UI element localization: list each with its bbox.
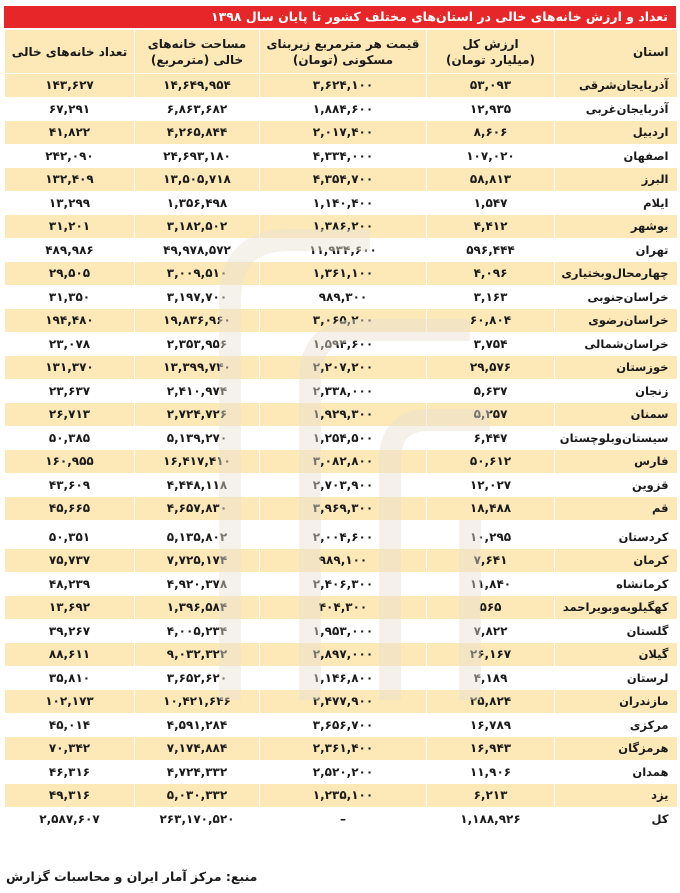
area-cell: ۵,۱۳۵,۸۰۲ [135, 523, 260, 549]
area-cell: ۲,۳۵۳,۹۵۶ [135, 332, 260, 356]
price-cell: – [260, 807, 427, 830]
header-row [5, 30, 677, 74]
total-value-cell: ۷,۶۴۱ [427, 549, 555, 573]
header-empty-area [135, 30, 260, 74]
header-area-line2: خالی (مترمربع) [150, 52, 244, 67]
table-row [5, 426, 677, 450]
province-cell: کهگیلویه‌وبویراحمد [555, 596, 677, 620]
total-value-cell: ۳,۱۶۳ [427, 285, 555, 309]
header-province: استان [555, 30, 677, 74]
area-cell: ۴,۵۹۱,۲۸۴ [135, 713, 260, 737]
province-cell: البرز [555, 168, 677, 192]
table-body [5, 74, 677, 831]
table-row [5, 144, 677, 168]
total-value-cell: ۵۳,۰۹۳ [427, 74, 555, 98]
total-value-cell: ۲۵,۸۲۴ [427, 690, 555, 714]
header-total-value-line2: (میلیارد تومان) [445, 52, 536, 67]
area-cell: ۴,۰۰۵,۲۳۴ [135, 619, 260, 643]
price-cell: ۲,۸۹۷,۰۰۰ [260, 643, 427, 667]
table-row [5, 784, 677, 808]
total-value-cell: ۱,۵۴۷ [427, 191, 555, 215]
province-cell: اردبیل [555, 121, 677, 145]
count-cell: ۴۳,۶۰۹ [5, 473, 135, 497]
price-cell: ۲,۳۳۸,۰۰۰ [260, 379, 427, 403]
province-cell: خراسان‌شمالی [555, 332, 677, 356]
area-cell: ۱۳,۵۰۵,۷۱۸ [135, 168, 260, 192]
table-row [5, 309, 677, 333]
table-row [5, 379, 677, 403]
area-cell: ۷,۷۲۵,۱۷۴ [135, 549, 260, 573]
count-cell: ۲۳,۶۳۷ [5, 379, 135, 403]
price-cell: ۱,۵۹۴,۶۰۰ [260, 332, 427, 356]
price-cell: ۲,۰۱۷,۴۰۰ [260, 121, 427, 145]
count-cell: ۱۳,۲۹۹ [5, 191, 135, 215]
total-value-cell: ۵۰,۶۱۲ [427, 450, 555, 474]
area-cell: ۲۶۳,۱۷۰,۵۲۰ [135, 807, 260, 830]
count-cell: ۱۶۰,۹۵۵ [5, 450, 135, 474]
area-cell: ۲۴,۶۹۳,۱۸۰ [135, 144, 260, 168]
price-cell: ۲,۴۷۷,۹۰۰ [260, 690, 427, 714]
area-cell: ۴۹,۹۷۸,۵۷۲ [135, 238, 260, 262]
header-area-line1: مساحت خانه‌های [147, 36, 247, 51]
table-row [5, 596, 677, 620]
area-cell: ۱۶,۴۱۷,۴۱۰ [135, 450, 260, 474]
total-value-cell: ۵۹۶,۴۴۴ [427, 238, 555, 262]
province-cell: آذربایجان‌شرقی [555, 74, 677, 98]
count-cell: ۴۹,۳۱۶ [5, 784, 135, 808]
province-cell: مرکزی [555, 713, 677, 737]
total-value-cell: ۲۶,۱۶۷ [427, 643, 555, 667]
header-total-value [427, 30, 555, 74]
table-row [5, 807, 677, 830]
area-cell: ۲,۴۱۰,۹۷۴ [135, 379, 260, 403]
table-row [5, 450, 677, 474]
count-cell: ۴۸۹,۹۸۶ [5, 238, 135, 262]
table-row [5, 403, 677, 427]
count-cell: ۷۵,۷۳۷ [5, 549, 135, 573]
table-row [5, 74, 677, 98]
total-value-cell: ۱۲,۹۳۵ [427, 97, 555, 121]
table-row [5, 356, 677, 380]
total-value-cell: ۳,۷۵۴ [427, 332, 555, 356]
area-cell: ۹,۰۳۲,۳۲۲ [135, 643, 260, 667]
header-price-line1: قیمت هر مترمربع زیربنای [266, 36, 420, 51]
count-cell: ۵۰,۳۸۵ [5, 426, 135, 450]
count-cell: ۴۵,۰۱۴ [5, 713, 135, 737]
total-value-cell: ۸,۶۰۶ [427, 121, 555, 145]
area-cell: ۱۹,۸۳۶,۹۶۰ [135, 309, 260, 333]
area-cell: ۳,۰۰۹,۵۱۰ [135, 262, 260, 286]
count-cell: ۸۸,۶۱۱ [5, 643, 135, 667]
province-cell: اصفهان [555, 144, 677, 168]
count-cell: ۲,۵۸۷,۶۰۷ [5, 807, 135, 830]
count-cell: ۱۳۲,۴۰۹ [5, 168, 135, 192]
table-row [5, 619, 677, 643]
price-cell: ۱,۳۸۶,۲۰۰ [260, 215, 427, 239]
count-cell: ۲۳,۰۷۸ [5, 332, 135, 356]
count-cell: ۱۹۴,۴۸۰ [5, 309, 135, 333]
total-value-cell: ۵۶۵ [427, 596, 555, 620]
province-cell: کرمانشاه [555, 572, 677, 596]
price-cell: ۴,۳۳۴,۰۰۰ [260, 144, 427, 168]
count-cell: ۲۶,۷۱۳ [5, 403, 135, 427]
empty-houses-table [4, 30, 677, 830]
source-note: منبع: مرکز آمار ایران و محاسبات گزارش [6, 869, 258, 884]
price-cell: ۳,۶۲۴,۱۰۰ [260, 74, 427, 98]
count-cell: ۳۵,۸۱۰ [5, 666, 135, 690]
table-row [5, 238, 677, 262]
price-cell: ۱,۹۵۳,۰۰۰ [260, 619, 427, 643]
area-cell: ۱۳,۳۹۹,۷۴۰ [135, 356, 260, 380]
total-value-cell: ۵,۶۳۷ [427, 379, 555, 403]
area-cell: ۱۰,۴۲۱,۶۴۶ [135, 690, 260, 714]
area-cell: ۴,۶۵۷,۸۳۰ [135, 497, 260, 523]
table-row [5, 760, 677, 784]
price-cell: ۱,۹۲۹,۳۰۰ [260, 403, 427, 427]
province-cell: کردستان [555, 523, 677, 549]
area-cell: ۶,۸۶۳,۶۸۲ [135, 97, 260, 121]
area-cell: ۷,۱۷۴,۸۸۴ [135, 737, 260, 761]
province-cell: قزوین [555, 473, 677, 497]
price-cell: ۲,۵۲۰,۲۰۰ [260, 760, 427, 784]
province-cell: مازندران [555, 690, 677, 714]
table-row [5, 713, 677, 737]
total-value-cell: ۷,۸۲۲ [427, 619, 555, 643]
total-value-cell: ۴,۱۸۹ [427, 666, 555, 690]
total-value-cell: ۱۰۷,۰۲۰ [427, 144, 555, 168]
table-row [5, 737, 677, 761]
area-cell: ۱,۳۹۶,۵۸۴ [135, 596, 260, 620]
total-value-cell: ۴,۰۹۶ [427, 262, 555, 286]
province-cell: سیستان‌وبلوچستان [555, 426, 677, 450]
province-cell: گیلان [555, 643, 677, 667]
total-value-cell: ۶,۴۴۷ [427, 426, 555, 450]
count-cell: ۱۴۳,۶۲۷ [5, 74, 135, 98]
area-cell: ۵,۰۳۰,۳۳۲ [135, 784, 260, 808]
area-cell: ۳,۱۸۲,۵۰۲ [135, 215, 260, 239]
province-cell: یزد [555, 784, 677, 808]
table-row [5, 643, 677, 667]
count-cell: ۵۰,۳۵۱ [5, 523, 135, 549]
area-cell: ۵,۱۳۹,۲۷۰ [135, 426, 260, 450]
province-cell: هرمزگان [555, 737, 677, 761]
header-empty-count: تعداد خانه‌های خالی [5, 30, 135, 74]
total-value-cell: ۱۰,۲۹۵ [427, 523, 555, 549]
province-cell: بوشهر [555, 215, 677, 239]
total-value-cell: ۱۱,۹۰۶ [427, 760, 555, 784]
count-cell: ۲۹,۵۰۵ [5, 262, 135, 286]
total-value-cell: ۵,۲۵۷ [427, 403, 555, 427]
table-row [5, 191, 677, 215]
province-cell: کل [555, 807, 677, 830]
table-row [5, 572, 677, 596]
table-row [5, 97, 677, 121]
count-cell: ۳۹,۲۶۷ [5, 619, 135, 643]
province-cell: گلستان [555, 619, 677, 643]
table-row [5, 332, 677, 356]
total-value-cell: ۱,۱۸۸,۹۲۶ [427, 807, 555, 830]
province-cell: سمنان [555, 403, 677, 427]
area-cell: ۱,۳۵۶,۴۹۸ [135, 191, 260, 215]
table-row [5, 497, 677, 523]
table-row [5, 168, 677, 192]
count-cell: ۴۶,۳۱۶ [5, 760, 135, 784]
total-value-cell: ۱۶,۹۴۳ [427, 737, 555, 761]
province-cell: همدان [555, 760, 677, 784]
total-value-cell: ۵۸,۸۱۳ [427, 168, 555, 192]
total-value-cell: ۱۱,۸۴۰ [427, 572, 555, 596]
price-cell: ۱,۸۸۴,۶۰۰ [260, 97, 427, 121]
header-price-line2: مسکونی (تومان) [292, 52, 394, 67]
header-total-value-line1: ارزش کل [462, 36, 519, 51]
area-cell: ۳,۶۵۲,۶۲۰ [135, 666, 260, 690]
area-cell: ۴,۷۲۴,۳۳۲ [135, 760, 260, 784]
table-row [5, 121, 677, 145]
count-cell: ۴۱,۸۲۲ [5, 121, 135, 145]
price-cell: ۳,۶۵۶,۷۰۰ [260, 713, 427, 737]
price-cell: ۴۰۴,۳۰۰ [260, 596, 427, 620]
count-cell: ۳۱,۳۵۰ [5, 285, 135, 309]
area-cell: ۴,۹۲۰,۳۷۸ [135, 572, 260, 596]
price-cell: ۲,۷۰۳,۹۰۰ [260, 473, 427, 497]
count-cell: ۴۸,۲۳۹ [5, 572, 135, 596]
table-row [5, 666, 677, 690]
area-cell: ۴,۲۶۵,۸۴۴ [135, 121, 260, 145]
count-cell: ۷۰,۳۴۲ [5, 737, 135, 761]
price-cell: ۱,۱۴۶,۸۰۰ [260, 666, 427, 690]
table-row [5, 549, 677, 573]
table-row [5, 690, 677, 714]
province-cell: تهران [555, 238, 677, 262]
province-cell: کرمان [555, 549, 677, 573]
count-cell: ۱۳۱,۳۷۰ [5, 356, 135, 380]
province-cell: چهارمحال‌وبختیاری [555, 262, 677, 286]
price-cell: ۹۸۹,۳۰۰ [260, 285, 427, 309]
total-value-cell: ۶۰,۸۰۴ [427, 309, 555, 333]
price-cell: ۱,۲۵۴,۵۰۰ [260, 426, 427, 450]
province-cell: فارس [555, 450, 677, 474]
province-cell: لرستان [555, 666, 677, 690]
count-cell: ۴۵,۶۶۵ [5, 497, 135, 523]
price-cell: ۲,۳۶۱,۴۰۰ [260, 737, 427, 761]
price-cell: ۹۸۹,۱۰۰ [260, 549, 427, 573]
count-cell: ۱۰۲,۱۷۳ [5, 690, 135, 714]
province-cell: خراسان‌رضوی [555, 309, 677, 333]
count-cell: ۲۴۲,۰۹۰ [5, 144, 135, 168]
table-row [5, 215, 677, 239]
area-cell: ۱۴,۶۴۹,۹۵۴ [135, 74, 260, 98]
total-value-cell: ۲۹,۵۷۶ [427, 356, 555, 380]
price-cell: ۱,۳۶۱,۱۰۰ [260, 262, 427, 286]
area-cell: ۳,۱۹۷,۷۰۰ [135, 285, 260, 309]
price-cell: ۱,۱۴۰,۴۰۰ [260, 191, 427, 215]
price-cell: ۲,۴۰۶,۳۰۰ [260, 572, 427, 596]
table-row [5, 523, 677, 549]
header-price-per-sqm [260, 30, 427, 74]
page [4, 6, 676, 830]
province-cell: خوزستان [555, 356, 677, 380]
price-cell: ۳,۹۶۹,۳۰۰ [260, 497, 427, 523]
area-cell: ۲,۷۲۴,۷۲۶ [135, 403, 260, 427]
price-cell: ۲,۰۰۴,۶۰۰ [260, 523, 427, 549]
province-cell: قم [555, 497, 677, 523]
price-cell: ۱۱,۹۳۴,۶۰۰ [260, 238, 427, 262]
province-cell: ایلام [555, 191, 677, 215]
count-cell: ۳۱,۲۰۱ [5, 215, 135, 239]
province-cell: آذربایجان‌غربی [555, 97, 677, 121]
price-cell: ۲,۲۰۷,۲۰۰ [260, 356, 427, 380]
price-cell: ۳,۰۶۵,۲۰۰ [260, 309, 427, 333]
price-cell: ۴,۳۵۴,۷۰۰ [260, 168, 427, 192]
total-value-cell: ۱۸,۴۸۸ [427, 497, 555, 523]
table-row [5, 285, 677, 309]
count-cell: ۶۷,۲۹۱ [5, 97, 135, 121]
count-cell: ۱۳,۶۹۲ [5, 596, 135, 620]
total-value-cell: ۱۶,۷۸۹ [427, 713, 555, 737]
table-title: تعداد و ارزش خانه‌های خالی در استان‌های مختلف کشور تا پایان سال ۱۳۹۸ [4, 6, 676, 28]
table-row [5, 262, 677, 286]
price-cell: ۳,۰۸۲,۸۰۰ [260, 450, 427, 474]
total-value-cell: ۴,۴۱۲ [427, 215, 555, 239]
price-cell: ۱,۲۳۵,۱۰۰ [260, 784, 427, 808]
province-cell: خراسان‌جنوبی [555, 285, 677, 309]
area-cell: ۴,۴۴۸,۱۱۸ [135, 473, 260, 497]
table-row [5, 473, 677, 497]
province-cell: زنجان [555, 379, 677, 403]
total-value-cell: ۱۲,۰۲۷ [427, 473, 555, 497]
total-value-cell: ۶,۲۱۳ [427, 784, 555, 808]
